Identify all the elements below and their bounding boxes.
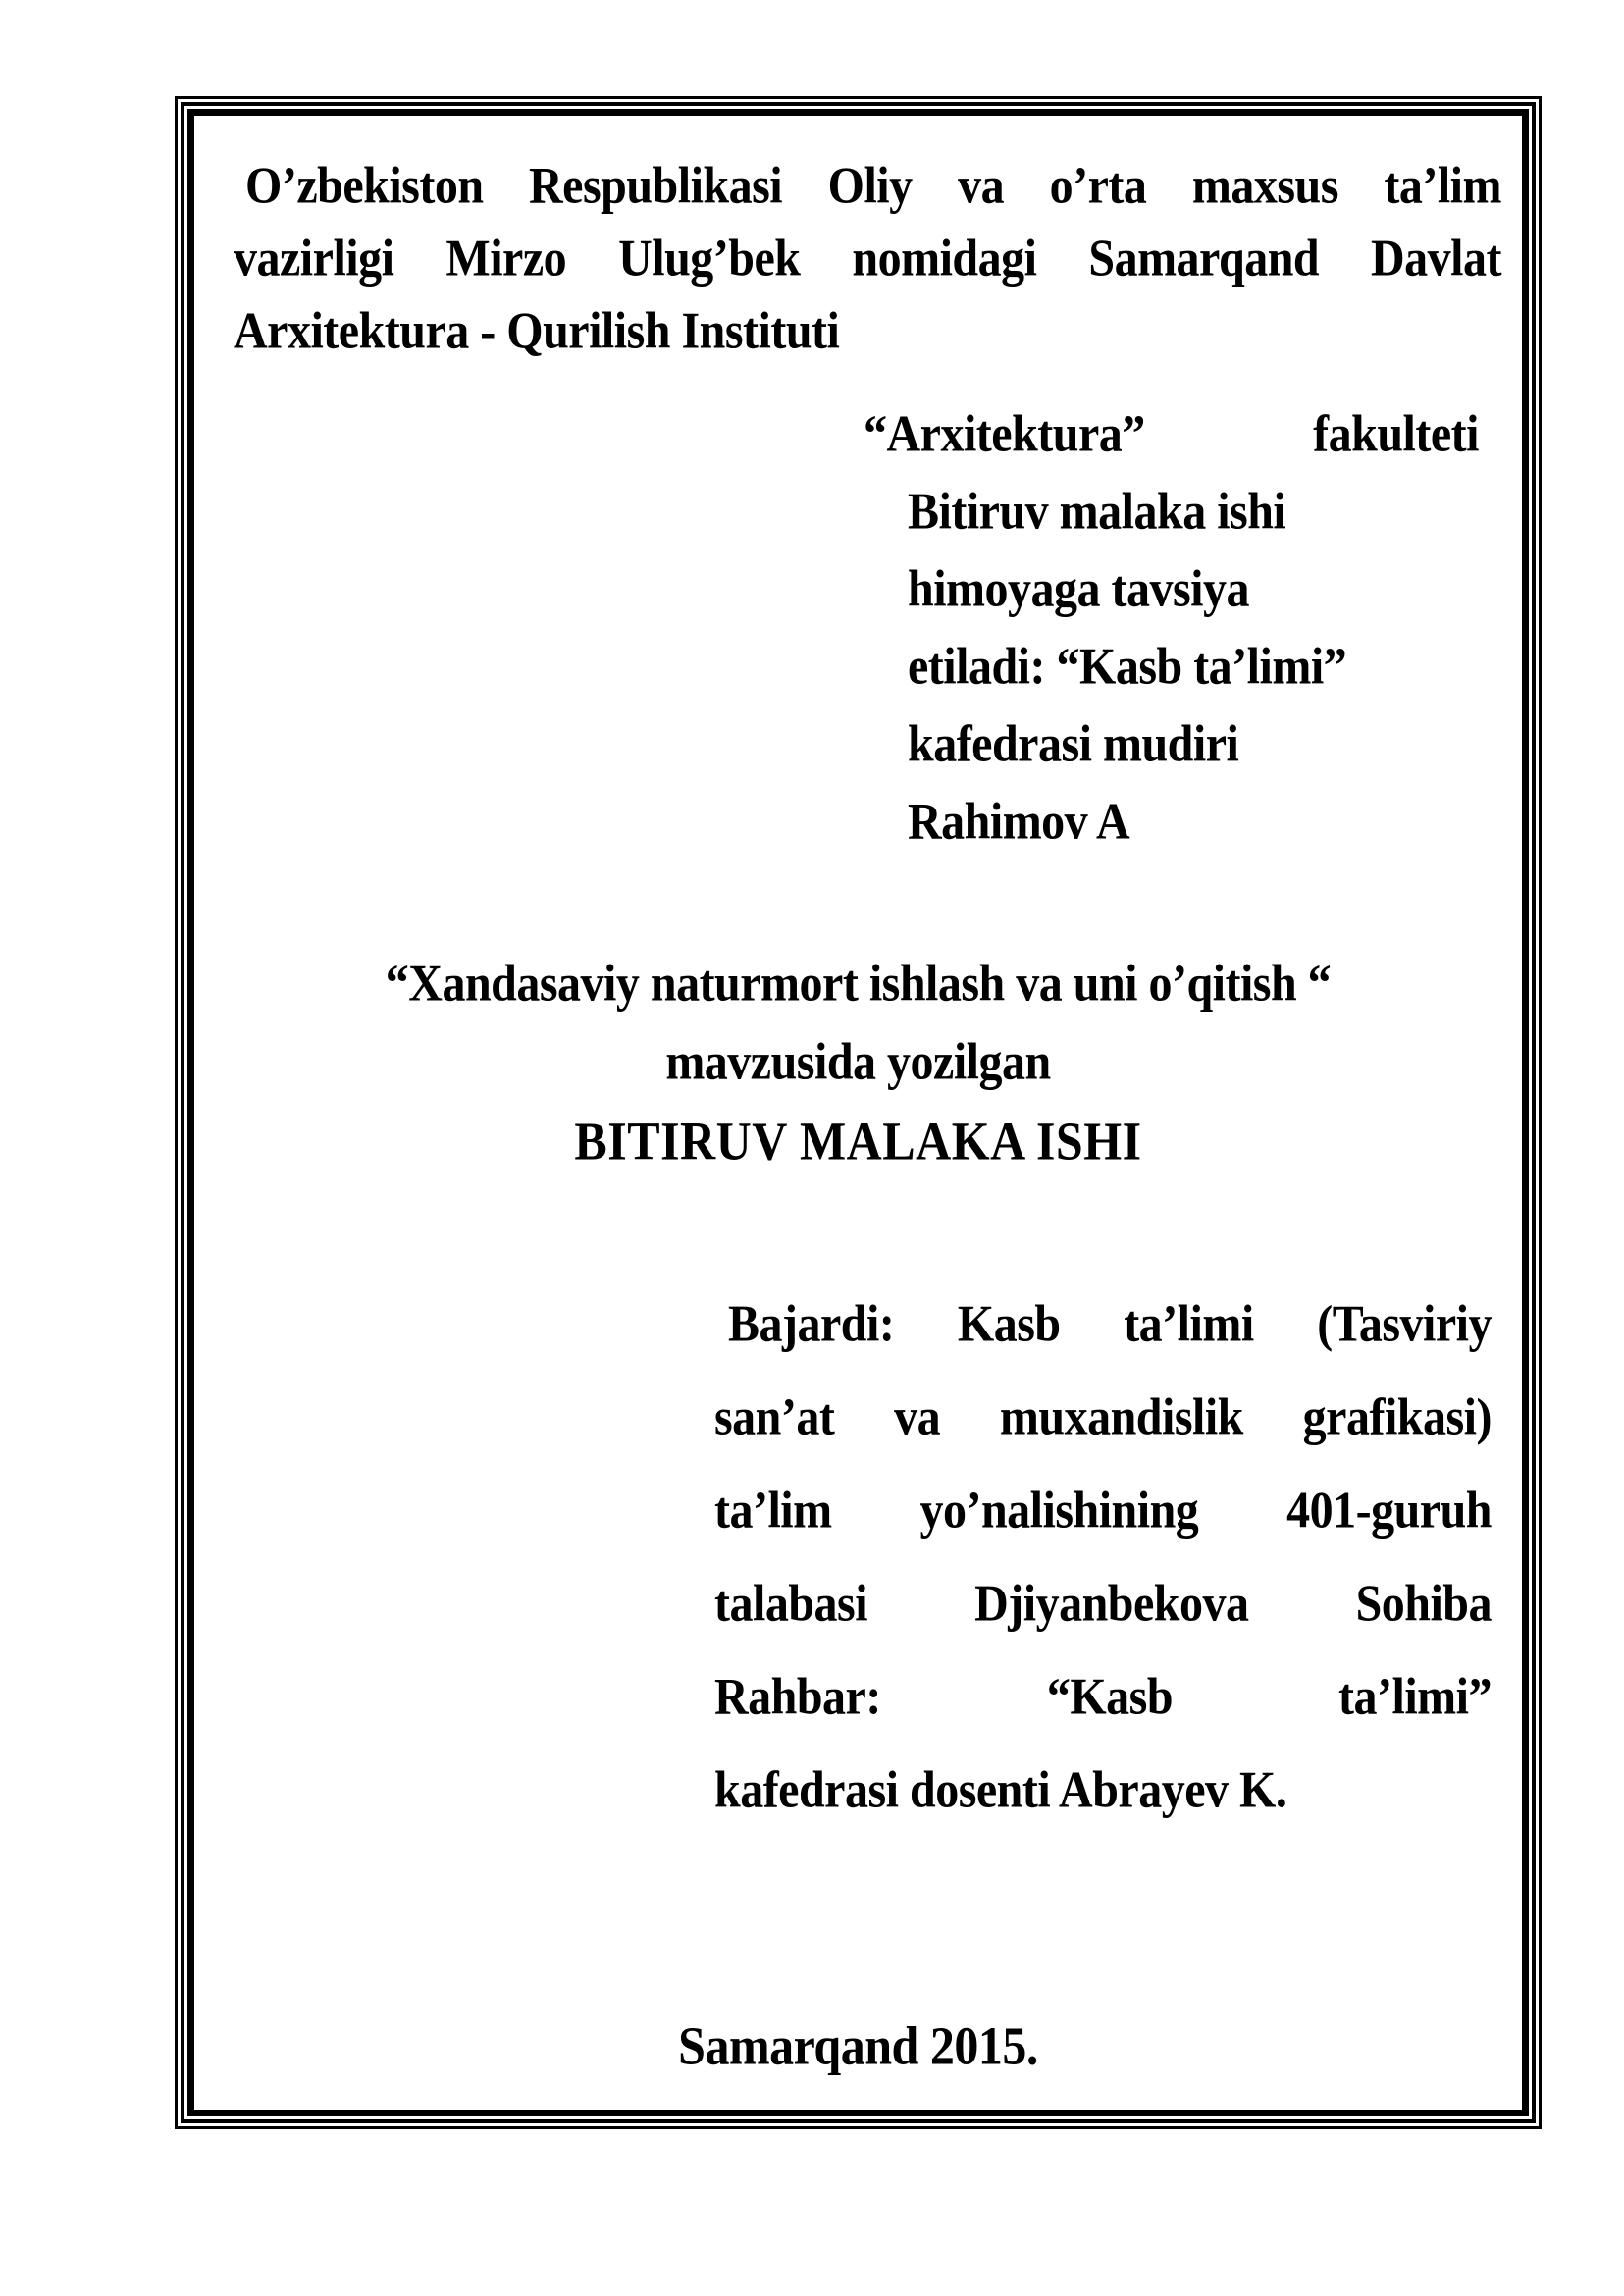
title-topic-line: “Xandasaviy naturmort ishlash va uni o’qitish “: [385, 955, 1332, 1013]
ministry-header: [234, 150, 1501, 368]
thesis-title: [194, 945, 1522, 1180]
approval-line-2: Bitiruv malaka ishi: [908, 483, 1286, 541]
approval-line-3: himoyaga tavsiya: [908, 560, 1250, 618]
header-line-1: O’zbekiston Respublikasi Oliy va o’rta maxsus ta’lim: [245, 157, 1501, 215]
author-info: [714, 1278, 1492, 1837]
approval-line-4: etiladi: “Kasb ta’limi”: [908, 638, 1347, 696]
header-line-3: Arxitektura - Qurilish Instituti: [234, 302, 840, 360]
approval-line-6: Rahimov A: [908, 793, 1130, 851]
author-line-6: kafedrasi dosenti Abrayev K.: [714, 1761, 1287, 1819]
page-content: [194, 116, 1522, 2110]
author-line-4: talabasi Djiyanbekova Sohiba: [714, 1575, 1492, 1633]
footer-text: Samarqand 2015.: [678, 2015, 1038, 2076]
approval-note: [864, 395, 1479, 861]
title-subtitle-line: mavzusida yozilgan: [665, 1033, 1051, 1091]
page-border: [175, 96, 1542, 2129]
approval-line-1: “Arxitektura” fakulteti: [864, 405, 1479, 463]
footer-place-year: [194, 2007, 1522, 2085]
author-line-3: ta’lim yo’nalishining 401-guruh: [714, 1482, 1492, 1539]
author-line-1: Bajardi: Kasb ta’limi (Tasviriy: [728, 1295, 1492, 1353]
header-line-2: vazirligi Mirzo Ulug’bek nomidagi Samarqand Davlat: [234, 230, 1501, 287]
page-border-inner-line: [187, 109, 1529, 2116]
approval-line-5: kafedrasi mudiri: [908, 715, 1239, 773]
author-line-2: san’at va muxandislik grafikasi): [714, 1388, 1492, 1446]
title-main-line: BITIRUV MALAKA ISHI: [574, 1111, 1142, 1172]
page-border-middle-line: [181, 102, 1536, 2123]
author-line-5: Rahbar: “Kasb ta’limi”: [714, 1668, 1492, 1726]
